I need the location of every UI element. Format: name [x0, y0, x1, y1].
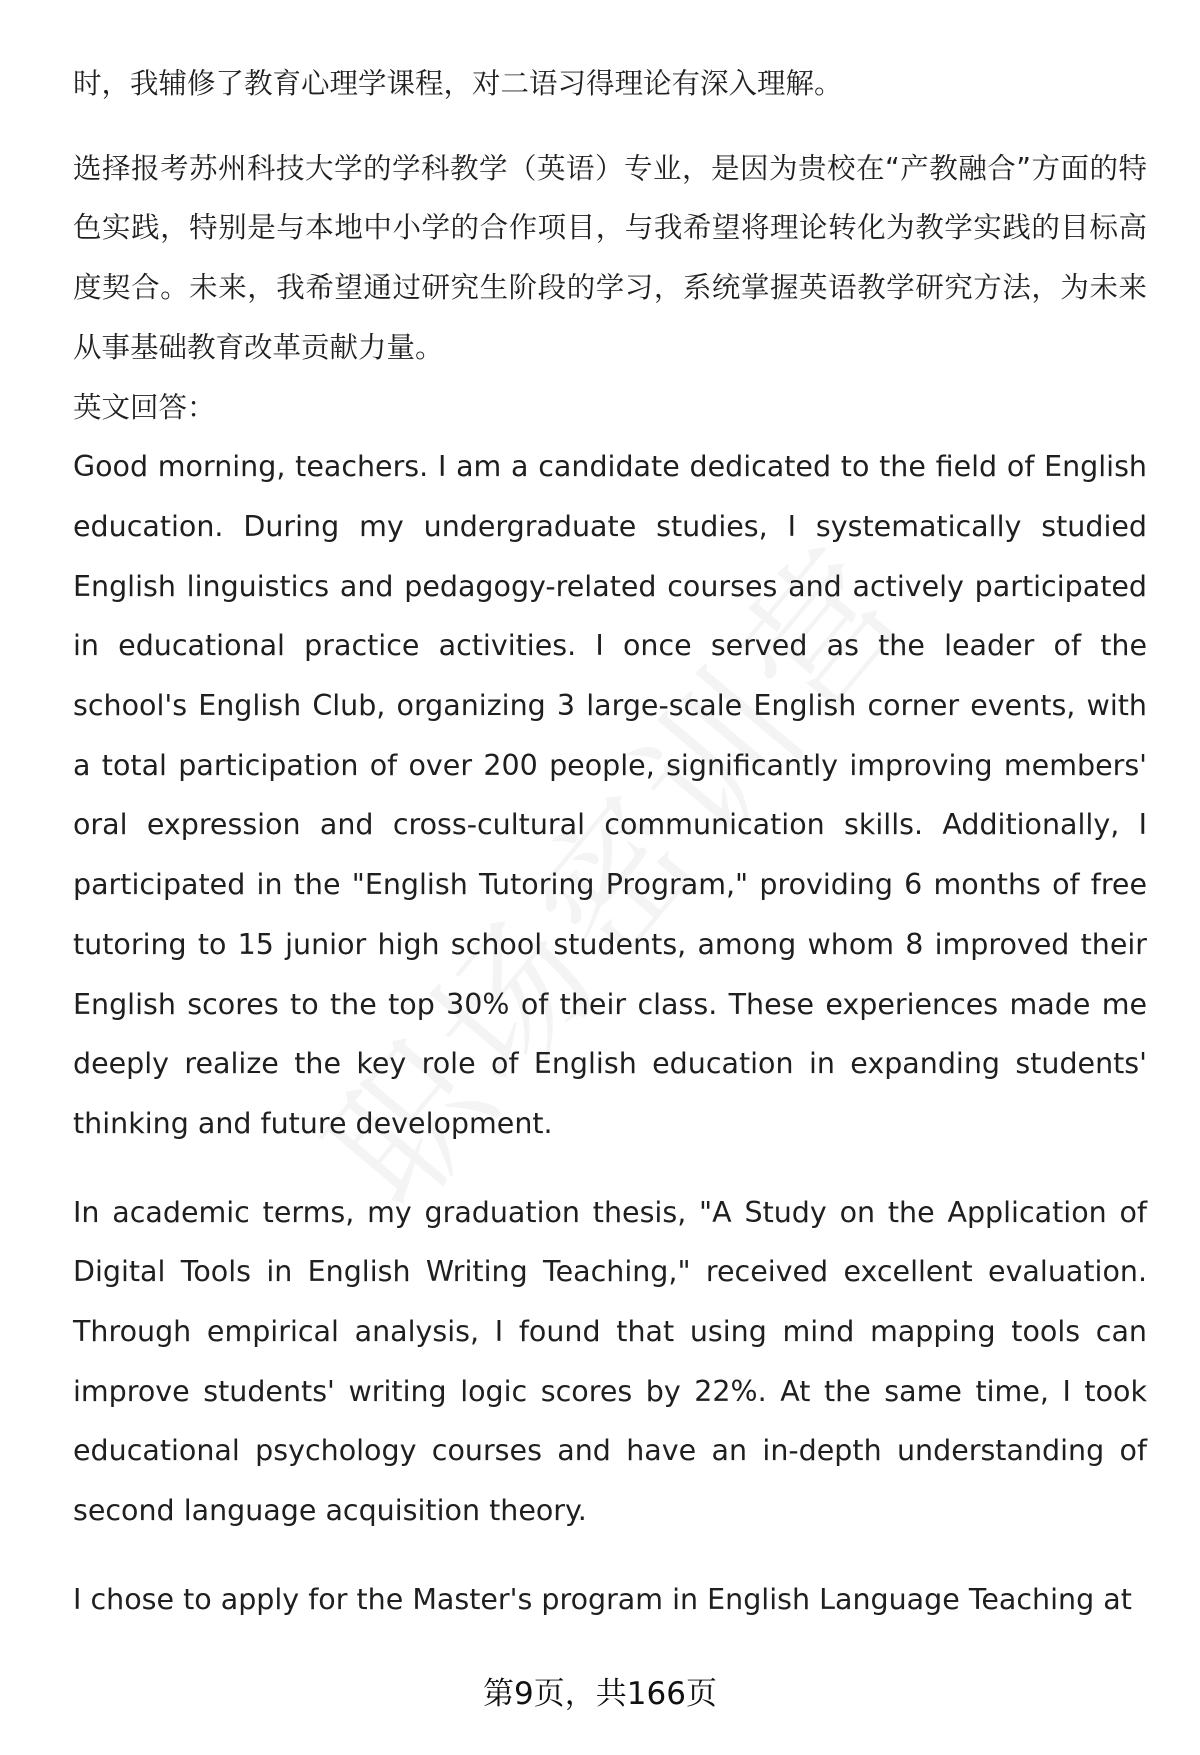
- paragraph-english-intro: Good morning, teachers. I am a candidate dedicated to the field of English education. During my undergraduate studies, I systematically studied English linguistics and pedagogy-related courses and actively participated in educational practice activities. I once served as the leader of the school's English Club, organizing 3 large-scale English corner events, with a total participation of over 200 people, significantly improving members' oral expression and cross-cultural communication skills. Additionally, I participated in the "English Tutoring Program," providing 6 months of free tutoring to 15 junior high school students, among whom 8 improved their English scores to the top 30% of their class. These experiences made me deeply realize the key role of English education in expanding students' thinking and future development.: [73, 450, 1147, 1140]
- document-body: [73, 54, 1147, 1630]
- english-answer-label: 英文回答：: [73, 390, 216, 424]
- paragraph-english-academic: In academic terms, my graduation thesis, "A Study on the Application of Digital Tools in English Writing Teaching," received excellent evaluation. Through empirical analysis, I found that using mind mapping tools can improve students' writing logic scores by 22%. At the same time, I took educational psychology courses and have an in-depth understanding of second language acquisition theory.: [73, 1195, 1147, 1528]
- paragraph-continuation: 时，我辅修了教育心理学课程，对二语习得理论有深入理解。: [73, 67, 843, 100]
- paragraph-english-choice: I chose to apply for the Master's program in English Language Teaching at: [73, 1582, 1132, 1616]
- paragraph-reason: 选择报考苏州科技大学的学科教学（英语）专业，是因为贵校在“产教融合”方面的特色实践，特别是与本地中小学的合作项目，与我希望将理论转化为教学实践的目标高度契合。未来，我希望通过研究生阶段的学习，系统掌握英语教学研究方法，为未来从事基础教育改革贡献力量。: [73, 151, 1147, 364]
- page-number: 第9页，共166页: [483, 1676, 717, 1712]
